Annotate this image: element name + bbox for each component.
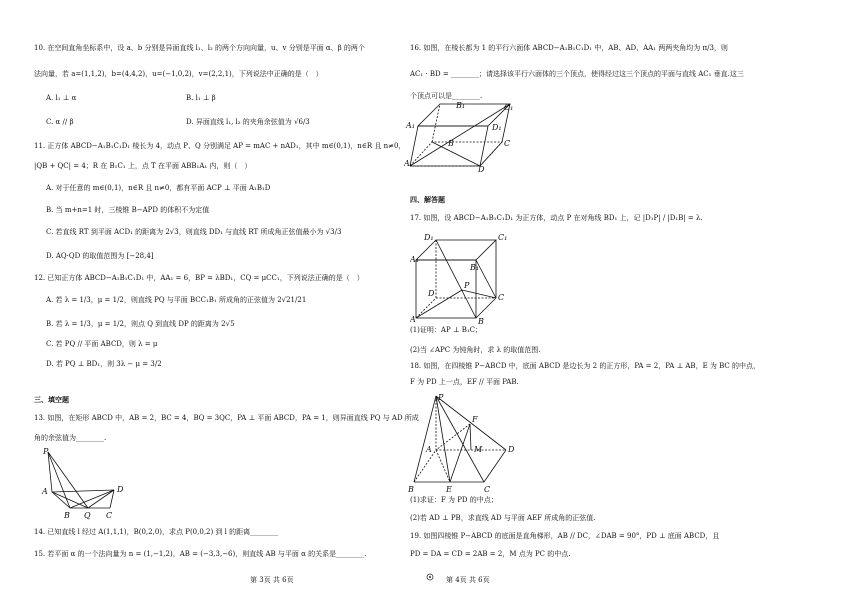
fig18-label-a: A [426, 445, 432, 454]
fig13-label-b: B [64, 511, 70, 520]
q10-option-d: D. 异面直线 l₁, l₂ 的夹角余弦值为 √6/3 [186, 118, 310, 126]
fig16-label-c1: C₁ [504, 103, 514, 112]
fig17-label-c: C [498, 293, 505, 302]
q16-line2: AC₁ · BD = ________；请选择该平行六面体的三个顶点，使得经过这三个顶点的平面与直线 AC₁ 垂直.这三 [410, 70, 744, 78]
fig18-label-m: M [474, 445, 483, 454]
fig17-label-d: D [428, 289, 435, 298]
fig13-label-a: A [42, 487, 48, 496]
fig18-label-e: E [446, 485, 452, 494]
fig17-label-c1: C₁ [498, 233, 508, 242]
fig18-label-d: D [508, 445, 515, 454]
page-footer-left: 第 3页 共 6页 [250, 576, 294, 584]
fig17-label-p: P [464, 281, 470, 290]
figure-q13 [40, 446, 130, 525]
q14: 14. 已知直线 l 经过 A(1,1,1)，B(0,2,0)，求点 P(0,0,2) 到 l 的距离________ [34, 528, 279, 536]
q11-option-b: B. 当 m+n=1 时，三棱锥 B−APD 的体积不为定值 [46, 206, 210, 214]
fig17-label-d1: D₁ [424, 233, 434, 242]
fig16-label-b: B [448, 139, 454, 148]
q17-stem: 17. 如图，设 ABCD−A₁B₁C₁D₁ 为正方体，动点 P 在对角线 BD₁ 上，记 |D₁P| / |D₁B| = λ. [410, 214, 703, 222]
fig17-label-b1: B₁ [470, 263, 480, 272]
fig17-label-a1: A₁ [410, 255, 419, 264]
fig13-label-c: C [106, 511, 113, 520]
figure-q17 [410, 232, 510, 327]
fig16-label-d1: D₁ [492, 123, 502, 132]
q12-option-b: B. 若 λ = 1/3，μ = 1/2，则点 Q 到直线 DP 的距离为 2√5 [46, 320, 235, 328]
q10-line2: 法向量，若 a=(1,1,2)，b=(4,4,2)，u=(−1,0,2)，v=(2,2,1)，下列说法中正确的是（ ） [34, 70, 323, 78]
q11-option-d: D. AQ·QD 的取值范围为 [−28,4] [46, 252, 154, 260]
q19-line1: 19. 如图四棱锥 P−ABCD 的底面是直角梯形，AB // DC，∠DAB = 90°，PD ⊥ 底面 ABCD，且 [410, 532, 720, 540]
q17-part2: (2)当 ∠APC 为钝角时，求 λ 的取值范围. [410, 346, 541, 354]
q10-option-a: A. l₁ ⊥ α [46, 94, 77, 102]
fig16-label-a1: A₁ [406, 121, 415, 130]
fig16-label-d: D [478, 165, 485, 172]
q10-option-c: C. α // β [46, 118, 74, 126]
q18-line2: F 为 PD 上一点，EF // 平面 PAB. [410, 378, 519, 386]
fig17-label-a: A [410, 315, 416, 324]
fig13-label-p: P [43, 447, 49, 456]
fig18-label-f: F [472, 415, 478, 424]
q12-stem: 12. 已知正方体 ABCD−A₁B₁C₁D₁ 中，AA₁ = 6，BP = λBD₁，CQ = μCC₁，下列说法正确的是（ ） [34, 274, 364, 282]
q11-option-a: A. 对于任意的 m∈(0,1)，n∈R 且 n≠0，都有平面 ACP ⊥ 平面 A₁B₁D [46, 184, 271, 192]
q12-option-d: D. 若 PQ ⊥ BD₁，则 3λ − μ = 3/2 [46, 360, 162, 368]
q10-option-b: B. l₁ ⊥ β [186, 94, 216, 102]
section-fill-blank: 三、填空题 [34, 396, 69, 404]
page-footer-right: 第 4页 共 6页 [446, 576, 490, 584]
fig16-label-b1: B₁ [456, 101, 466, 110]
q18-line1: 18. 如图，在四棱锥 P−ABCD 中，底面 ABCD 是边长为 2 的正方形，PA = 2，PA ⊥ AB，E 为 BC 的中点， [410, 362, 760, 370]
figure-q16 [404, 100, 514, 175]
q12-option-a: A. 若 λ = 1/3，μ = 1/2，则直线 PQ 与平面 BCC₁B₁ 所成角的正弦值为 2√21/21 [46, 296, 307, 304]
fig18-label-b: B [408, 485, 414, 494]
section-solution: 四、解答题 [410, 196, 445, 204]
q12-option-c: C. 若 PQ // 平面 ABCD，则 λ = μ [46, 340, 158, 348]
q10-line1: 10. 在空间直角坐标系中，设 a、b 分别是异面直线 l₁、l₂ 的两个方向向量，u、v 分别是平面 α、β 的两个 [34, 44, 365, 52]
q18-part1: (1)求证：F 为 PD 的中点； [410, 496, 498, 504]
q18-part2: (2)若 AD ⊥ PB，求直线 AD 与平面 AEF 所成角的正弦值. [410, 514, 596, 522]
q19-line2: PD = DA = CD = 2AB = 2，M 点为 PC 的中点. [410, 550, 571, 558]
fig17-label-b: B [478, 317, 484, 324]
binding-hole-icon [426, 573, 434, 581]
fig13-label-q: Q [84, 511, 91, 520]
q16-line1: 16. 如图，在棱长都为 1 的平行六面体 ABCD−A₁B₁C₁D₁ 中，AB、AD、AA₁ 两两夹角均为 π/3，则 [410, 44, 728, 52]
fig16-label-a: A [404, 159, 410, 168]
q15: 15. 若平面 α 的一个法向量为 n = (1,−1,2)，AB = (−3,3,−6)，则直线 AB 与平面 α 的关系是________. [34, 550, 367, 558]
fig18-label-p: P [438, 393, 444, 402]
q13-line1: 13. 如图，在矩形 ABCD 中，AB = 2，BC = 4，BQ = 3QC，PA ⊥ 平面 ABCD，PA = 1，则异面直线 PQ 与 AD 所成 [34, 414, 419, 422]
q11-option-c: C. 若直线 RT 到平面 ACD₁ 的距离为 2√3，则直线 DD₁ 与直线 RT 所成角正弦值最小为 √3/3 [46, 228, 342, 236]
q11-line1: 11. 正方体 ABCD−A₁B₁C₁D₁ 棱长为 4，动点 P、Q 分别满足 AP = mAC + nAD₁，其中 m∈(0,1)，n∈R 且 n≠0， [34, 142, 406, 150]
q11-line2: |QB + QC| = 4；R 在 B₁C₁ 上，点 T 在平面 ABB₁A₁ 内，则（ ） [34, 162, 252, 170]
figure-q18 [408, 392, 518, 497]
q13-line2: 角的余弦值为________. [34, 434, 107, 442]
q16-line3: 个顶点可以是________. [410, 92, 483, 100]
fig18-label-c: C [484, 485, 491, 494]
q17-part1: (1)证明：AP ⊥ B₁C； [410, 326, 483, 334]
fig13-label-d: D [117, 485, 124, 494]
fig16-label-c: C [504, 139, 511, 148]
